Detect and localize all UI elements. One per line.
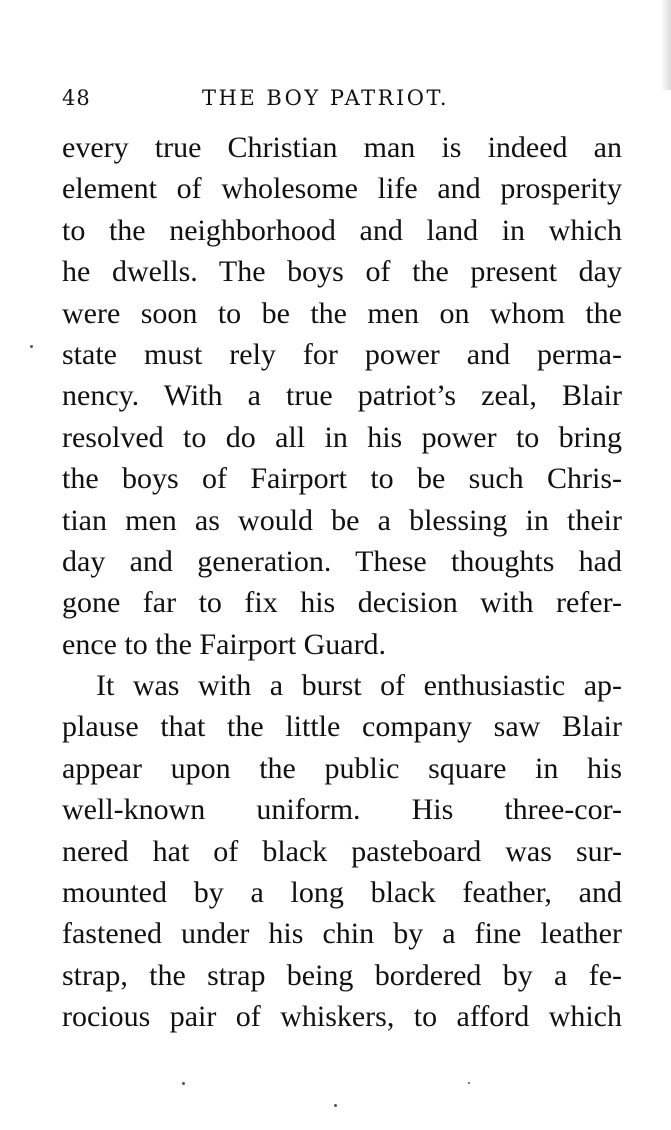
text-line: every true Christian man is indeed an [62,131,622,164]
print-speck [334,1104,337,1107]
print-speck [30,345,33,348]
print-speck [182,1082,185,1085]
text-line: appear upon the public square in his [62,751,622,785]
text-line: element of wholesome life and prosperity [62,172,622,206]
page-number: 48 [62,86,91,110]
print-speck [468,1082,470,1084]
body-text [62,127,622,1038]
page-edge-shadow [661,0,671,90]
paragraph-first-line: It was with a burst of enthusiastic ap- [96,669,622,703]
text-line: plause that the little company saw Blair [62,710,622,744]
text-line: nered hat of black pasteboard was sur- [62,834,622,868]
text-line: state must rely for power and perma- [62,337,622,371]
text-line: well-known uniform. His three-cor- [62,793,622,827]
text-line: were soon to be the men on whom the [62,296,622,330]
text-line: gone far to fix his decision with refer- [62,586,622,620]
text-line: the boys of Fairport to be such Chris- [62,462,622,496]
text-line: he dwells. The boys of the present day [62,255,622,289]
text-line: ence to the Fairport Guard. [62,627,387,661]
text-line: to the neighborhood and land in which [62,213,622,247]
text-line: rocious pair of whiskers, to afford which [62,1000,622,1034]
text-line: nency. With a true patriot’s zeal, Blair [62,379,622,413]
text-line: strap, the strap being bordered by a fe- [62,958,622,992]
page-header [62,86,622,116]
text-line: resolved to do all in his power to bring [62,420,622,454]
text-line: mounted by a long black feather, and [62,876,622,910]
text-line: tian men as would be a blessing in their [62,503,622,537]
text-line: day and generation. These thoughts had [62,544,622,578]
running-title: THE BOY PATRIOT. [202,86,450,110]
text-line: fastened under his chin by a fine leather [62,917,622,951]
